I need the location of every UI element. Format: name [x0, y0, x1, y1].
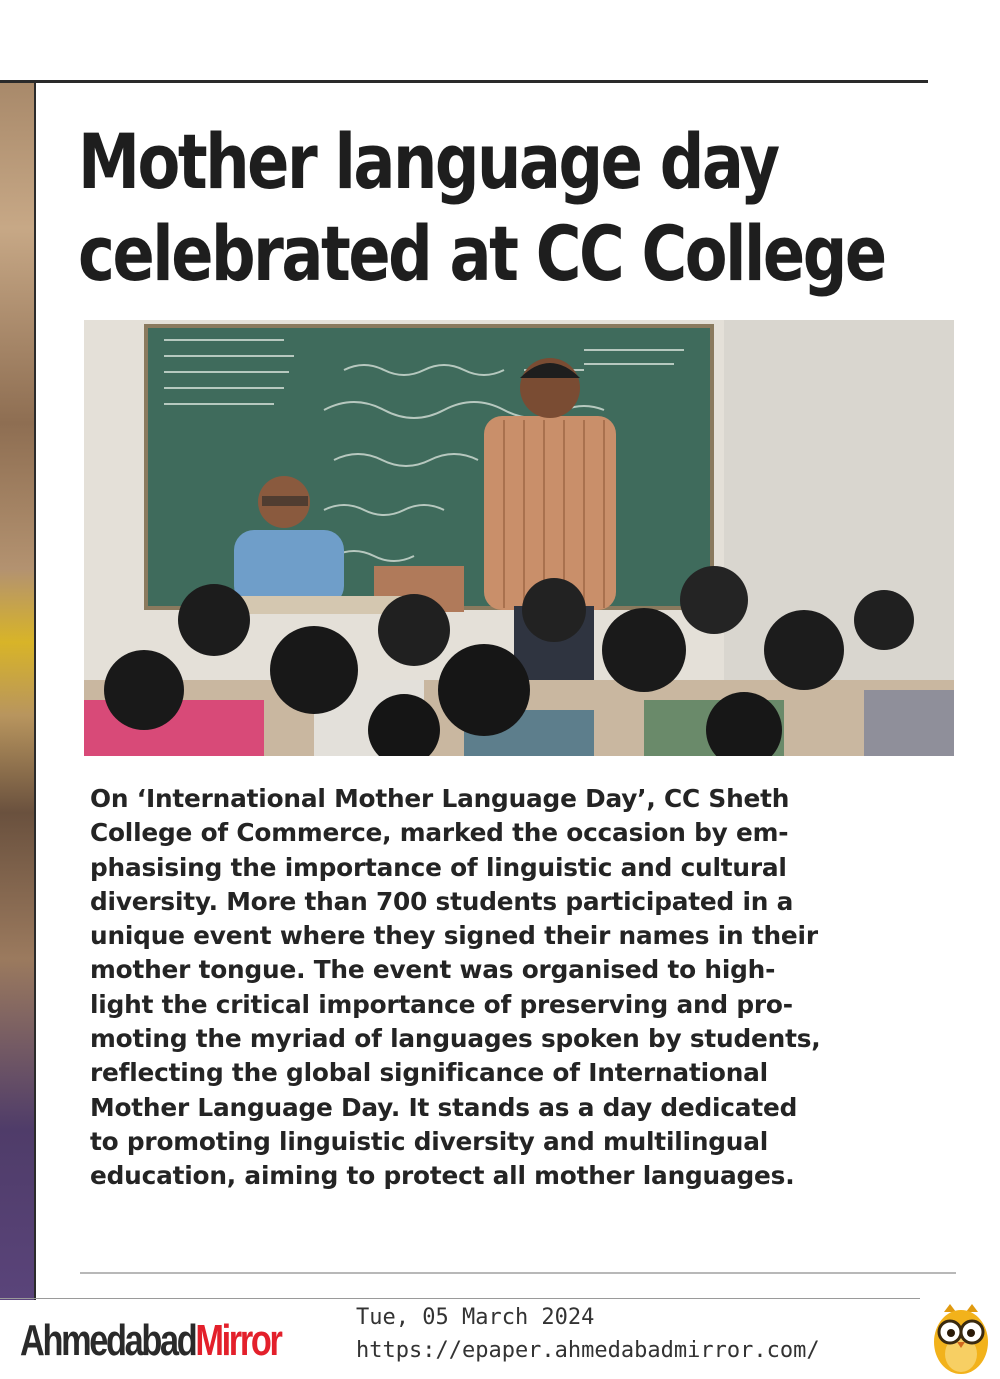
brand-logo[interactable] — [20, 1316, 280, 1366]
body-line: light the critical importance of preserving and pro- — [90, 989, 793, 1019]
body-line: to promoting linguistic diversity and multilingual — [90, 1126, 769, 1156]
body-line: moting the myriad of languages spoken by students, — [90, 1024, 821, 1054]
article-photo — [84, 320, 954, 756]
brand-logo-part2: Mirror — [195, 1316, 281, 1365]
headline — [78, 116, 885, 300]
body-line: mother tongue. The event was organised to high- — [90, 955, 776, 985]
classroom-photo — [84, 320, 954, 756]
body-line: College of Commerce, marked the occasion by em- — [90, 818, 789, 848]
adjacent-article-image-strip — [0, 82, 36, 1300]
headline-line-2: celebrated at CC College — [78, 209, 885, 298]
body-line: phasising the importance of linguistic and cultural — [90, 852, 787, 882]
body-line: reflecting the global significance of International — [90, 1058, 768, 1088]
body-line: On ‘International Mother Language Day’, CC Sheth — [90, 784, 790, 813]
top-divider — [0, 80, 928, 83]
owl-mascot-icon — [930, 1302, 992, 1376]
bottom-divider — [80, 1272, 956, 1274]
brand-logo-part1: Ahmedabad — [20, 1316, 196, 1365]
body-line: unique event where they signed their names in their — [90, 921, 818, 951]
body-line: diversity. More than 700 students participated in a — [90, 886, 794, 916]
headline-line-1: Mother language day — [78, 117, 778, 206]
body-line: education, aiming to protect all mother languages. — [90, 1161, 795, 1191]
footer-divider — [0, 1298, 920, 1299]
article-body — [90, 782, 960, 1194]
body-line: Mother Language Day. It stands as a day dedicated — [90, 1092, 798, 1122]
epaper-url-link[interactable]: https://epaper.ahmedabadmirror.com/ — [356, 1338, 820, 1363]
publication-date: Tue, 05 March 2024 — [356, 1305, 595, 1330]
